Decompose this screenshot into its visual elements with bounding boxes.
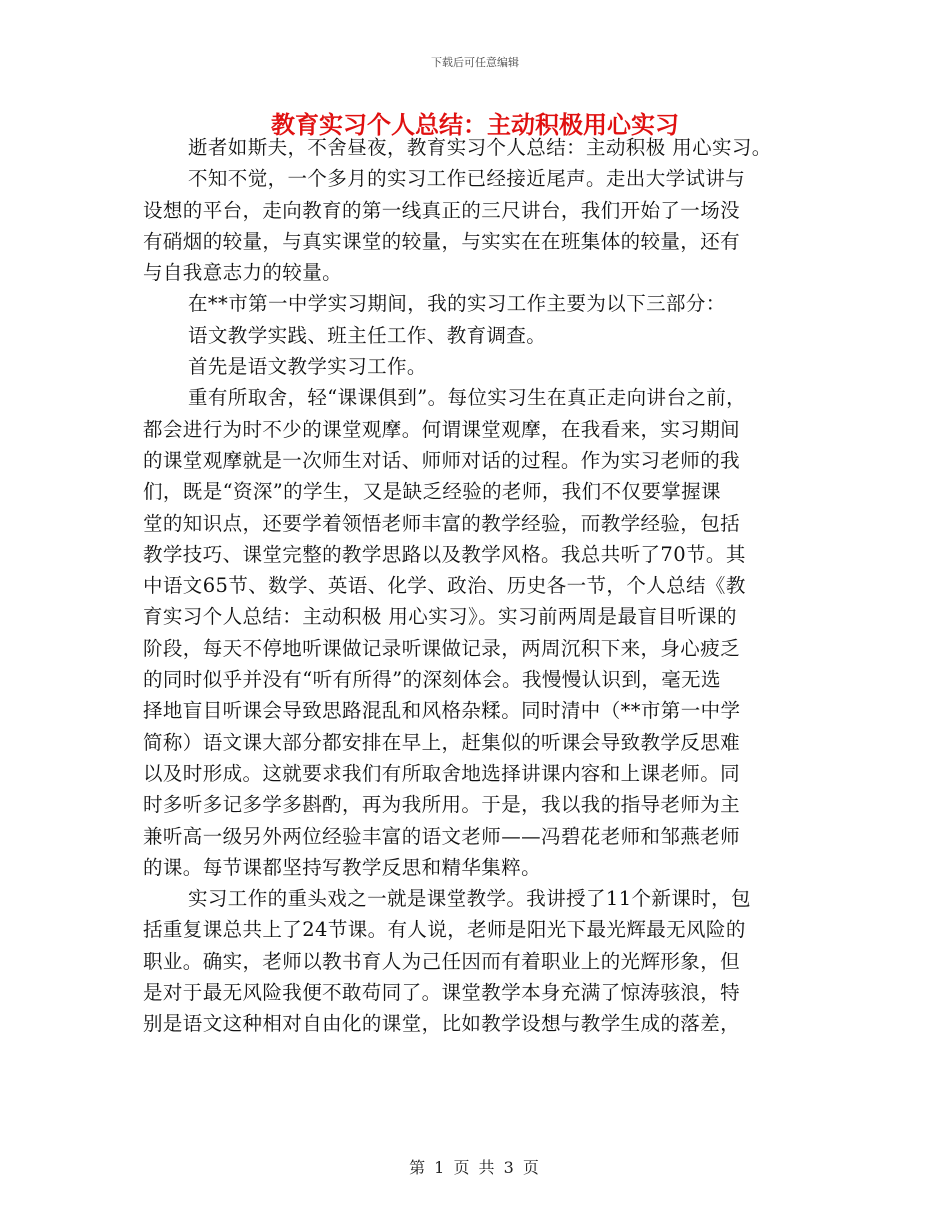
document-title: 教育实习个人总结：主动积极用心实习	[271, 110, 679, 139]
body-line: 中语文65节、数学、英语、化学、政治、历史各一节，个人总结《教	[143, 574, 746, 598]
body-line: 在**市第一中学实习期间，我的实习工作主要为以下三部分：	[188, 292, 726, 316]
body-line: 简称）语文课大部分都安排在早上，赶集似的听课会导致教学反思难	[143, 730, 741, 754]
body-line: 都会进行为时不少的课堂观摩。何谓课堂观摩，在我看来，实习期间	[143, 417, 741, 441]
body-line: 职业。确实，老师以教书育人为己任因而有着职业上的光辉形象，但	[143, 949, 741, 973]
body-line: 的同时似乎并没有“听有所得”的深刻体会。我慢慢认识到，毫无选	[143, 668, 721, 692]
body-line: 的课堂观摩就是一次师生对话、师师对话的过程。作为实习老师的我	[143, 448, 741, 472]
body-line: 与自我意志力的较量。	[143, 261, 343, 285]
body-line: 设想的平台，走向教育的第一线真正的三尺讲台，我们开始了一场没	[143, 198, 741, 222]
body-line: 时多听多记多学多斟酌，再为我所用。于是，我以我的指导老师为主	[143, 793, 741, 817]
body-line: 有硝烟的较量，与真实课堂的较量，与实实在在班集体的较量，还有	[143, 229, 741, 253]
page-footer: 第 1 页 共 3 页	[409, 1158, 541, 1177]
body-line: 括重复课总共上了24节课。有人说，老师是阳光下最光辉最无风险的	[143, 918, 746, 942]
body-line: 是对于最无风险我便不敢苟同了。课堂教学本身充满了惊涛骇浪，特	[143, 981, 741, 1005]
body-line: 逝者如斯夫，不舍昼夜，教育实习个人总结：主动积极 用心实习。	[188, 136, 772, 159]
body-line: 不知不觉，一个多月的实习工作已经接近尾声。走出大学试讲与	[188, 167, 746, 191]
body-line: 以及时形成。这就要求我们有所取舍地选择讲课内容和上课老师。同	[143, 761, 741, 785]
body-line: 实习工作的重头戏之一就是课堂教学。我讲授了11个新课时，包	[188, 887, 751, 911]
body-line: 首先是语文教学实习工作。	[188, 355, 427, 379]
body-line: 堂的知识点，还要学着领悟老师丰富的教学经验，而教学经验，包括	[143, 511, 741, 535]
header-note: 下载后可任意编辑	[431, 56, 519, 69]
body-line: 语文教学实践、班主任工作、教育调查。	[188, 323, 547, 347]
document-body	[143, 132, 823, 1040]
body-line: 育实习个人总结：主动积极 用心实习》。实习前两周是最盲目听课的	[143, 605, 737, 629]
body-line: 兼听高一级另外两位经验丰富的语文老师——冯碧花老师和邹燕老师	[143, 824, 741, 848]
body-line: 重有所取舍，轻“课课俱到”。每位实习生在真正走向讲台之前，	[188, 386, 747, 410]
body-line: 教学技巧、课堂完整的教学思路以及教学风格。我总共听了70节。其	[143, 542, 746, 566]
body-line: 的课。每节课都坚持写教学反思和精华集粹。	[143, 855, 542, 879]
body-line: 别是语文这种相对自由化的课堂，比如教学设想与教学生成的落差，	[143, 1012, 741, 1036]
body-line: 择地盲目听课会导致思路混乱和风格杂糅。同时清中（**市第一中学	[143, 699, 741, 723]
body-line: 们，既是“资深”的学生，又是缺乏经验的老师，我们不仅要掌握课	[143, 480, 721, 504]
body-line: 阶段，每天不停地听课做记录听课做记录，两周沉积下来，身心疲乏	[143, 636, 741, 660]
